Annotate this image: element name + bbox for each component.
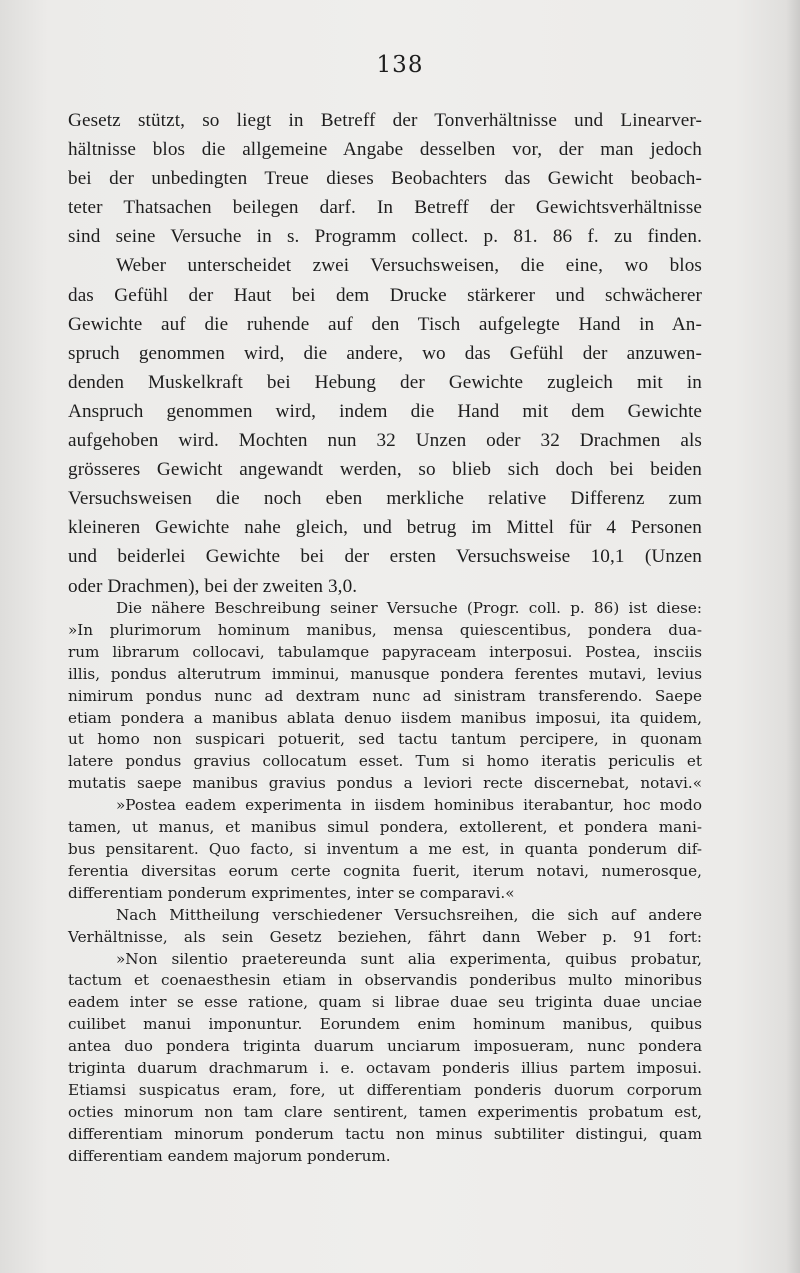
main-p1-line: Gesetz stützt, so liegt in Betreff der Tonverhältnisse und Linearver- — [68, 110, 702, 131]
small-p4-line: triginta duarum drachmarum i. e. octavam ponderis illius partem imposui. — [68, 1059, 702, 1078]
small-p2-line: »Postea eadem experimenta in iisdem hominibus iterabantur, hoc modo — [116, 796, 702, 815]
small-p1-line: mutatis saepe manibus gravius pondus a leviori recte discernebat, notavi.« — [68, 774, 702, 793]
footnote-text — [68, 598, 702, 1168]
page-number: 138 — [376, 52, 424, 78]
main-p2-line: spruch genommen wird, die andere, wo das Gefühl der anzuwen- — [68, 342, 702, 364]
small-p1-line: rum librarum collocavi, tabulamque papyraceam interposui. Postea, insciis — [68, 642, 702, 661]
small-p1-line: nimirum pondus nunc ad dextram nunc ad sinistram transferendo. Saepe — [68, 686, 702, 705]
small-p1-line: latere pondus gravius collocatum esset. Tum si homo iteratis periculis et — [68, 752, 702, 771]
small-p1-line: etiam pondera a manibus ablata denuo iisdem manibus imposui, ita quidem, — [68, 708, 702, 727]
main-p1-line: sind seine Versuche in s. Programm collect. p. 81. 86 f. zu finden. — [68, 226, 702, 248]
main-p2-line: Versuchsweisen die noch eben merkliche relative Differenz zum — [68, 488, 702, 510]
small-p1-line: »In plurimorum hominum manibus, mensa quiescentibus, pondera dua- — [68, 620, 702, 639]
small-p4-line: »Non silentio praetereunda sunt alia experimenta, quibus probatur, — [116, 949, 702, 968]
main-p1-line: hältnisse blos die allgemeine Angabe desselben vor, der man jedoch — [68, 139, 702, 161]
main-p2-line: Anspruch genommen wird, indem die Hand mit dem Gewichte — [68, 400, 702, 422]
small-p1-line: illis, pondus alterutrum imminui, manusque pondera ferentes mutavi, levius — [68, 664, 702, 683]
main-p2-line: oder Drachmen), bei der zweiten 3,0. — [68, 575, 358, 597]
main-p2-line: aufgehoben wird. Mochten nun 32 Unzen oder 32 Drachmen als — [68, 430, 702, 452]
small-p2-line: differentiam ponderum exprimentes, inter se comparavi.« — [68, 883, 515, 902]
small-p1-line: ut homo non suspicari potuerit, sed tactu tantum percipere, in quonam — [68, 730, 702, 749]
small-p4-line: differentiam eandem majorum ponderum. — [68, 1146, 391, 1165]
main-p2-line: denden Muskelkraft bei Hebung der Gewichte zugleich mit in — [68, 371, 702, 393]
small-p3-line: Verhältnisse, als sein Gesetz beziehen, fährt dann Weber p. 91 fort: — [68, 927, 702, 946]
small-p4-line: cuilibet manui imponuntur. Eorundem enim hominum manibus, quibus — [68, 1015, 702, 1034]
main-text — [68, 106, 702, 601]
main-p1-line: bei der unbedingten Treue dieses Beobachters das Gewicht beobach- — [68, 168, 702, 190]
main-p2-line: Weber unterscheidet zwei Versuchsweisen, die eine, wo blos — [116, 255, 702, 277]
small-p4-line: differentiam minorum ponderum tactu non minus subtiliter distingui, quam — [68, 1124, 702, 1143]
small-p2-line: bus pensitarent. Quo facto, si inventum a me est, in quanta ponderum dif- — [68, 839, 702, 858]
main-p2-line: grösseres Gewicht angewandt werden, so blieb sich doch bei beiden — [68, 459, 702, 481]
small-p4-line: eadem inter se esse ratione, quam si librae duae seu triginta duae unciae — [68, 993, 702, 1012]
small-p4-line: antea duo pondera triginta duarum unciarum imposueram, nunc pondera — [68, 1037, 702, 1056]
main-p2-line: das Gefühl der Haut bei dem Drucke stärkerer und schwächerer — [68, 284, 702, 306]
small-p3-line: Nach Mittheilung verschiedener Versuchsreihen, die sich auf andere — [116, 905, 702, 924]
small-p2-line: ferentia diversitas eorum certe cognita fuerit, iterum notavi, numerosque, — [68, 861, 702, 880]
main-p2-line: kleineren Gewichte nahe gleich, und betrug im Mittel für 4 Personen — [68, 517, 702, 539]
small-p4-line: octies minorum non tam clare sentirent, tamen experimentis probatum est, — [68, 1102, 702, 1121]
small-p4-line: Etiamsi suspicatus eram, fore, ut differentiam ponderis duorum corporum — [68, 1080, 702, 1099]
small-p4-line: tactum et coenaesthesin etiam in observandis ponderibus multo minoribus — [68, 971, 702, 990]
main-p2-line: und beiderlei Gewichte bei der ersten Versuchsweise 10,1 (Unzen — [68, 546, 702, 568]
main-p1-line: teter Thatsachen beilegen darf. In Betreff der Gewichtsverhältnisse — [68, 197, 702, 219]
page-edge-shadow — [786, 0, 800, 1273]
main-p2-line: Gewichte auf die ruhende auf den Tisch aufgelegte Hand in An- — [68, 313, 702, 335]
small-p2-line: tamen, ut manus, et manibus simul pondera, extollerent, et pondera mani- — [68, 818, 702, 837]
small-p1-line: Die nähere Beschreibung seiner Versuche (Progr. coll. p. 86) ist diese: — [116, 599, 702, 617]
